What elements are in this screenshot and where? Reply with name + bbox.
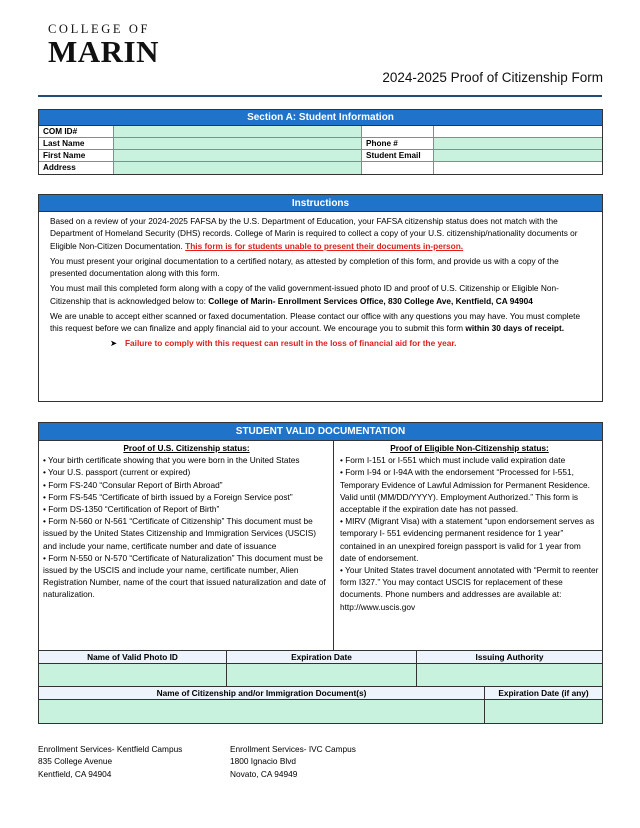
citizenship-doc-header-row [39, 687, 602, 700]
com-id-label: COM ID# [39, 126, 114, 137]
com-id-field[interactable] [114, 126, 362, 137]
list-item: • Form I-151 or I-551 which must include valid expiration date [340, 455, 566, 466]
empty-cell-1 [434, 126, 602, 137]
non-citizenship-column [334, 441, 602, 650]
list-item: • Form N-560 or N-561 “Certificate of Citizenship” This document must be issued by the United States Citizenship and Immigration Services (USCIS) and include your name, certificate number and date of issuance [43, 516, 316, 551]
instructions-p3-text: You must mail this completed form along with a copy of the valid government-issued photo ID and proof of U.S. Citizenship or Eligible Non-Citizenship that is acknowledged below to: [50, 283, 559, 306]
college-logo [48, 22, 160, 67]
instructions-paragraph-4 [50, 310, 592, 335]
non-citizenship-heading: Proof of Eligible Non-Citizenship status: [390, 443, 549, 453]
list-item: • Form FS-545 “Certificate of birth issued by a Foreign Service post” [43, 491, 293, 502]
list-item: • Your United States travel document annotated with “Permit to reenter form I327.” You may contact USCIS for replacement of these documents. Phone numbers and addresses are available at: http://www.uscis.gov [340, 565, 599, 612]
instructions-p1-text: Based on a review of your 2024-2025 FAFSA by the U.S. Department of Education, your FAFSA citizenship status does not match with the Department of Homeland Security (DHS) records. College of Marin is required to collect a copy of your U.S. citizenship/nationality documents or Eligible Non-Citizen Documentation. [50, 216, 578, 251]
in-person-notice: This form is for students unable to present their documents in-person. [185, 240, 464, 251]
student-email-field[interactable] [434, 150, 602, 161]
expiration-header: Expiration Date [227, 651, 417, 663]
citizenship-doc-header: Name of Citizenship and/or Immigration Document(s) [39, 687, 485, 699]
form-title: 2024-2025 Proof of Citizenship Form [382, 70, 603, 85]
logo-bottom-text: MARIN [48, 34, 159, 69]
list-item: • Form FS-240 “Consular Report of Birth Abroad” [43, 479, 223, 490]
footer-kentfield-address [38, 743, 182, 780]
row-first-name [39, 150, 602, 162]
arrow-bullet-icon: ➤ [110, 337, 117, 348]
warning-line [50, 337, 592, 349]
instructions-paragraph-2: You must present your original documentation to a certified notary, as attested by completion of this form, and provide us with a copy of the presented documentation along with this form. [50, 255, 559, 279]
instructions-body [39, 212, 602, 349]
doc-expiration-header: Expiration Date (if any) [498, 688, 589, 698]
list-item: • Form I-94 or I-94A with the endorsement “Processed for I-551, Temporary Evidence of Lawful Admission for Permanent Residence. Valid until (MM/DD/YYYY). Employment Authorized.” This form is acceptable if the expiration date has not passed. [340, 467, 590, 515]
list-item: • Form N-550 or N-570 “Certificate of Naturalization” This document must be issued by the USCIS and include your name, certificate number, Alien Registration Number, name of the court that issued naturalization and date of naturalization. [43, 552, 326, 600]
photo-id-field-row [39, 664, 602, 687]
mailing-address: College of Marin- Enrollment Services Office, 830 College Ave, Kentfield, CA 94904 [208, 295, 533, 306]
instructions-p4-text: We are unable to accept either scanned or faxed documentation. Please contact our office with any questions you may have. You must complete this request before we can finalize and apply financial aid to your account. We encourage you to submit this form [50, 311, 581, 334]
section-a-student-information [38, 109, 603, 175]
first-name-label: First Name [39, 150, 114, 161]
address-field[interactable] [114, 162, 362, 174]
logo-top-text: COLLEGE OF [48, 22, 151, 36]
footer-line: 835 College Avenue [38, 756, 113, 767]
row-address [39, 162, 602, 174]
doc-expiration-field[interactable] [485, 700, 602, 723]
section-a-title: Section A: Student Information [39, 110, 602, 126]
first-name-field[interactable] [114, 150, 362, 161]
row-last-name [39, 138, 602, 150]
footer-line: 1800 Ignacio Blvd [230, 756, 296, 767]
last-name-label: Last Name [39, 138, 114, 149]
phone-label: Phone # [362, 138, 434, 149]
student-valid-documentation [38, 422, 603, 724]
documentation-title: STUDENT VALID DOCUMENTATION [39, 423, 602, 441]
citizenship-column [39, 441, 334, 650]
list-item: • MIRV (Migrant Visa) with a statement “upon endorsement serves as temporary I- 551 evidencing permanent residence for 1 year” contained in an unexpired foreign passport is valid for 1 year from date of endorsement. [340, 516, 595, 563]
footer-line: Enrollment Services- Kentfield Campus [38, 744, 183, 754]
citizenship-doc-field-row [39, 700, 602, 723]
address-label: Address [39, 162, 114, 174]
warning-text: Failure to comply with this request can result in the loss of financial aid for the year. [124, 337, 457, 348]
header-rule [38, 95, 602, 97]
list-item: • Form DS-1350 “Certification of Report of Birth” [43, 504, 220, 515]
citizenship-heading: Proof of U.S. Citizenship status: [123, 443, 250, 453]
student-email-label: Student Email [362, 150, 434, 161]
instructions-title: Instructions [39, 195, 602, 212]
footer-ivc-address [230, 743, 356, 780]
row-com-id [39, 126, 602, 138]
deadline-text: within 30 days of receipt. [465, 323, 565, 334]
citizenship-doc-field[interactable] [39, 700, 485, 723]
footer-line: Kentfield, CA 94904 [38, 768, 112, 779]
footer-line: Novato, CA 94949 [230, 768, 298, 779]
photo-id-header: Name of Valid Photo ID [39, 651, 227, 663]
last-name-field[interactable] [114, 138, 362, 149]
expiration-date-field[interactable] [227, 664, 417, 686]
empty-label-2 [362, 162, 434, 174]
photo-id-field[interactable] [39, 664, 227, 686]
instructions-box [38, 194, 603, 402]
list-item: • Your birth certificate showing that you were born in the United States [43, 455, 300, 466]
instructions-paragraph-3 [50, 282, 592, 307]
issuing-authority-field[interactable] [417, 664, 602, 686]
footer-line: Enrollment Services- IVC Campus [230, 744, 356, 754]
instructions-paragraph-1 [50, 215, 592, 252]
photo-id-header-row [39, 651, 602, 664]
list-item: • Your U.S. passport (current or expired) [43, 467, 191, 478]
documentation-columns [39, 441, 602, 651]
empty-cell-2 [434, 162, 602, 174]
empty-label-1 [362, 126, 434, 137]
issuing-authority-header: Issuing Authority [475, 652, 544, 662]
phone-field[interactable] [434, 138, 602, 149]
